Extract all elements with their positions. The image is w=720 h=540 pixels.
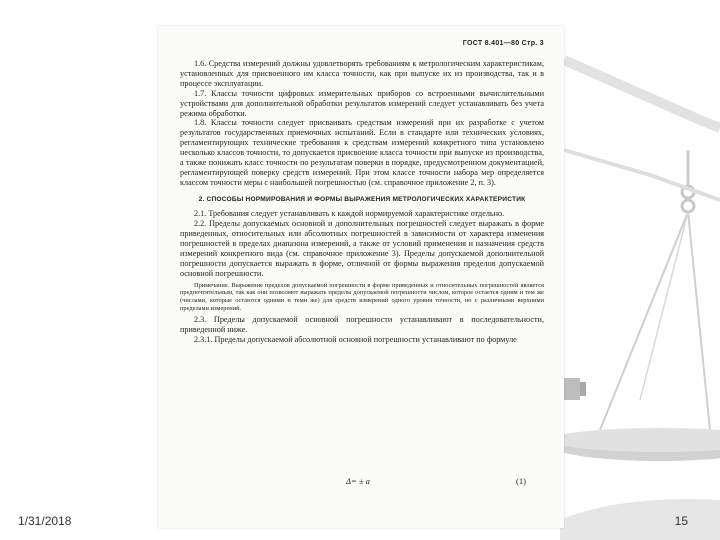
formula-number: (1): [516, 476, 526, 486]
note-paragraph: Примечание. Выражение пределов допускаемой погрешности в форме приведенных и относительных погрешностей является предпочтительным, так как они позволяют выражать пределы допускаемой погрешности числом, которое остается одним и тем же (числами, которые остаются одними и теми же) для средств измерений одного уровня точности, но с различными верхними пределами измерений.: [180, 281, 544, 312]
paragraph-2-1: 2.1. Требования следует устанавливать к каждой нормируемой характеристике отдельно.: [194, 209, 505, 219]
slide-date: 1/31/2018: [18, 514, 72, 528]
paragraph-1-6: 1.6. Средства измерений должны удовлетворять требованиям к метрологическим характеристикам, установленных для присвоенного им класса точности, как при выпуске их из производства, так и в процессе эксплуатации.: [180, 59, 544, 88]
paragraph-2-3-1: 2.3.1. Пределы допускаемой абсолютной основной погрешности устанавливают по формуле: [194, 335, 517, 345]
formula-expression: Δ= ± a: [346, 476, 370, 486]
section-title: 2. СПОСОБЫ НОРМИРОВАНИЯ И ФОРМЫ ВЫРАЖЕНИЯ МЕТРОЛОГИЧЕСКИХ ХАРАКТЕРИСТИК: [198, 195, 526, 203]
document-body: [180, 59, 544, 345]
paragraph-2-2: 2.2. Пределы допускаемых основной и дополнительных погрешностей следует выражать в форме приведенных, относительных или абсолютных погрешностей в зависимости от характера изменения погрешностей в пределах диапазона измерений, а также от условий применения и назначения средств измерений конкретного вида (см. справочное приложение 3). Пределы допускаемой дополнительной погрешности допускается выражать в форме, отличной от формы выражения пределов допускаемой основной погрешности.: [180, 219, 544, 278]
document-scan-page: [158, 26, 564, 528]
paragraph-2-3: 2.3. Пределы допускаемой основной погрешности устанавливают в последовательности, приведенной ниже.: [180, 315, 544, 335]
paragraph-1-7: 1.7. Классы точности цифровых измерительных приборов со встроенными вычислительными устройствами для дополнительной обработки результатов измерений следует устанавливать без учета режима обработки.: [180, 88, 544, 118]
document-header: ГОСТ 8.401—80 Стр. 3: [462, 40, 544, 47]
slide-page-number: 15: [674, 514, 688, 528]
paragraph-1-8: 1.8. Классы точности следует присваивать средствам измерений при их разработке с учетом результатов государственных приемочных испытаний. Если в стандарте или технических условиях, регламентирующих технические требования к средствам измерений конкретного типа установлено несколько классов точности, то допускается присвоение класса точности при выпуске из производства, а также понижать класс точности по результатам поверки в порядке, предусмотренном документацией, регламентирующей поверку средств измерений. При этом классе точности набора мер определяется классом точности меры с наибольшей погрешностью (см. справочное приложение 2, п. 3).: [180, 118, 544, 187]
